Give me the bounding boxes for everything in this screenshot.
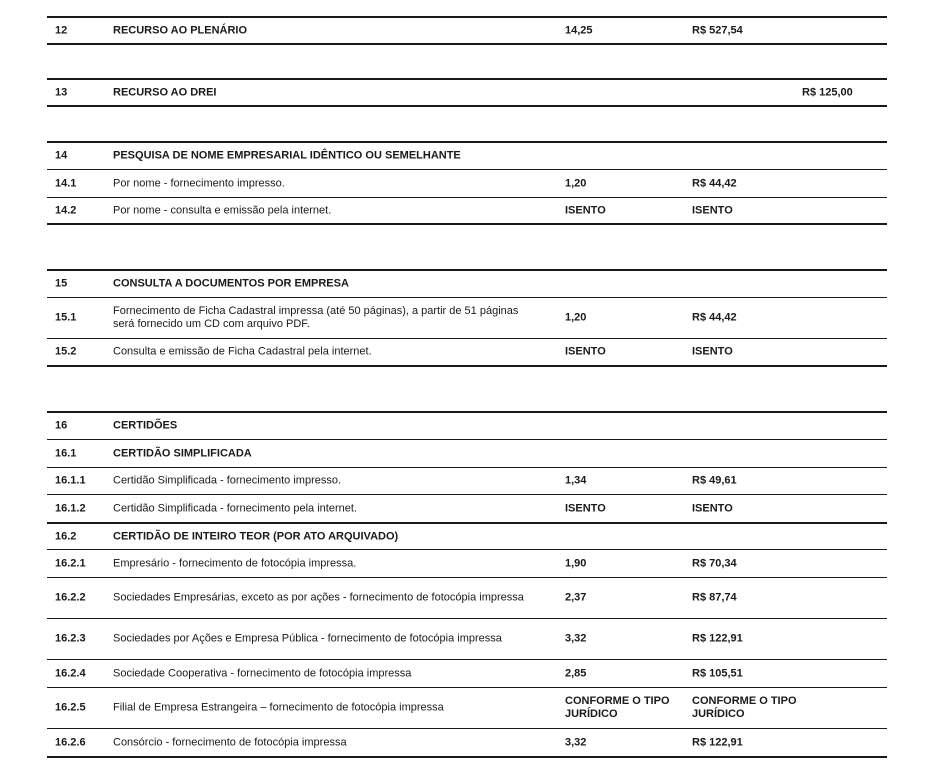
item-code: 16.2.6: [55, 736, 86, 748]
table-row: [47, 522, 887, 549]
item-value: R$ 105,51: [692, 667, 743, 679]
table-row: [47, 411, 887, 439]
item-code: 12: [55, 24, 68, 36]
item-value: ISENTO: [692, 204, 733, 216]
item-units: ISENTO: [565, 502, 606, 514]
item-value-extra: R$ 125,00: [802, 86, 853, 98]
table-row: [47, 467, 887, 494]
table-row: [47, 297, 887, 338]
item-description: Consulta e emissão de Ficha Cadastral pela internet.: [113, 345, 372, 358]
item-code: 16.1: [55, 447, 77, 459]
item-code: 16.2.3: [55, 632, 86, 645]
table-row: [47, 16, 887, 45]
item-code: 16.2.5: [55, 701, 86, 714]
item-code: 15.1: [55, 311, 77, 324]
table-row: [47, 659, 887, 687]
item-value: CONFORME O TIPO JURÍDICO: [692, 695, 797, 720]
item-code: 15: [55, 277, 68, 290]
item-units: 1,34: [565, 474, 587, 487]
item-units: 2,37: [565, 591, 587, 604]
table-row: [47, 728, 887, 758]
item-value: R$ 122,91: [692, 632, 743, 645]
table-row: [47, 78, 887, 107]
item-units: 2,85: [565, 667, 587, 679]
item-description: Certidão Simplificada - fornecimento impresso.: [113, 474, 342, 487]
table-row: [47, 618, 887, 659]
item-value: R$ 87,74: [692, 591, 737, 604]
table-row: [47, 197, 887, 225]
item-units: 14,25: [565, 24, 593, 36]
item-units: 3,32: [565, 736, 587, 748]
item-code: 16: [55, 419, 68, 432]
item-description: Fornecimento de Ficha Cadastral impressa (até 50 páginas), a partir de 51 páginas será fornecido um CD com arquivo PDF.: [113, 305, 519, 330]
item-description: Sociedades Empresárias, exceto as por ações - fornecimento de fotocópia impressa: [113, 591, 524, 604]
item-value: R$ 122,91: [692, 736, 743, 748]
item-code: 16.2.2: [55, 591, 86, 604]
table-row: [47, 269, 887, 297]
item-code: 16.1.2: [55, 502, 86, 514]
item-description: Por nome - fornecimento impresso.: [113, 177, 285, 189]
item-description: Por nome - consulta e emissão pela internet.: [113, 204, 332, 216]
item-value: R$ 44,42: [692, 177, 737, 189]
item-description: Consórcio - fornecimento de fotocópia impressa: [113, 736, 347, 748]
item-value: R$ 527,54: [692, 24, 743, 36]
item-description: CERTIDÃO DE INTEIRO TEOR (POR ATO ARQUIVADO): [113, 530, 399, 542]
item-code: 16.2: [55, 530, 77, 542]
item-units: ISENTO: [565, 204, 606, 216]
item-description: Empresário - fornecimento de fotocópia impressa.: [113, 557, 357, 569]
table-row: [47, 577, 887, 618]
item-description: RECURSO AO PLENÁRIO: [113, 24, 248, 36]
table-row: [47, 687, 887, 728]
item-units: 1,20: [565, 311, 587, 324]
item-code: 14.1: [55, 177, 77, 189]
item-code: 16.2.1: [55, 557, 86, 569]
item-description: Certidão Simplificada - fornecimento pela internet.: [113, 502, 357, 514]
item-value: ISENTO: [692, 345, 733, 358]
table-row: [47, 338, 887, 367]
item-value: ISENTO: [692, 502, 733, 514]
item-code: 16.2.4: [55, 667, 86, 679]
item-value: R$ 44,42: [692, 311, 737, 324]
item-code: 16.1.1: [55, 474, 86, 487]
table-row: [47, 439, 887, 467]
item-units: 1,20: [565, 177, 587, 189]
item-description: Sociedade Cooperativa - fornecimento de fotocópia impressa: [113, 667, 412, 679]
table-row: [47, 141, 887, 169]
item-description: CERTIDÃO SIMPLIFICADA: [113, 447, 252, 459]
table-row: [47, 549, 887, 577]
item-description: CONSULTA A DOCUMENTOS POR EMPRESA: [113, 277, 349, 290]
item-code: 14: [55, 149, 68, 162]
item-value: R$ 49,61: [692, 474, 737, 487]
item-description: CERTIDÕES: [113, 419, 178, 432]
item-units: ISENTO: [565, 345, 606, 358]
table-row: [47, 169, 887, 197]
item-units: 1,90: [565, 557, 587, 569]
item-description: RECURSO AO DREI: [113, 86, 217, 98]
item-units: CONFORME O TIPO JURÍDICO: [565, 695, 670, 720]
item-units: 3,32: [565, 632, 587, 645]
item-code: 14.2: [55, 204, 77, 216]
item-value: R$ 70,34: [692, 557, 737, 569]
item-code: 15.2: [55, 345, 77, 358]
item-code: 13: [55, 86, 68, 98]
item-description: Filial de Empresa Estrangeira – fornecimento de fotocópia impressa: [113, 701, 444, 714]
item-description: PESQUISA DE NOME EMPRESARIAL IDÊNTICO OU SEMELHANTE: [113, 149, 461, 162]
item-description: Sociedades por Ações e Empresa Pública - fornecimento de fotocópia impressa: [113, 632, 502, 645]
table-row: [47, 494, 887, 522]
